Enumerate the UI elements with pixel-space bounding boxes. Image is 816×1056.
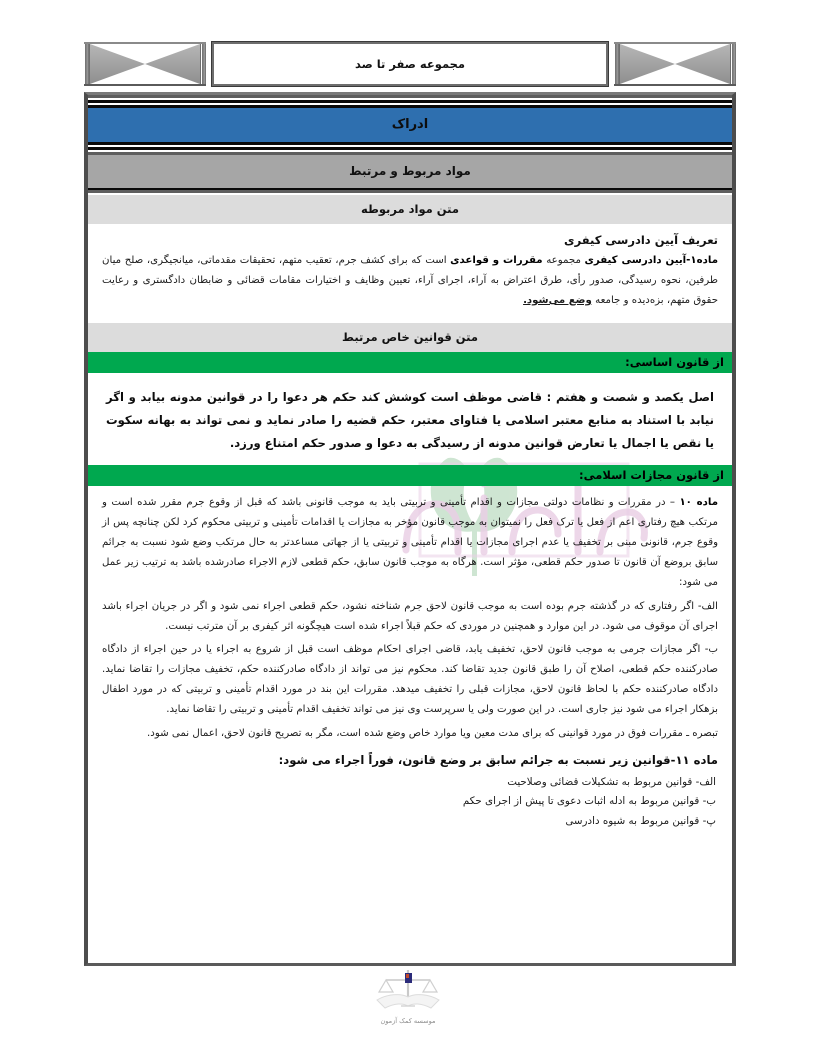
content-frame — [84, 92, 736, 966]
constitution-source-bar: از قانون اساسی: — [88, 352, 732, 373]
definition-body-bold2: مقررات و قواعدی — [450, 255, 543, 266]
article-11-item-alef: الف- قوانین مربوط به تشکیلات قضائی وصلاحیت — [507, 775, 716, 788]
ornament-edge — [201, 44, 206, 84]
clause-alef: الف- اگر رفتاری که در گذشته جرم بوده است به موجب قانون لاحق جرم شناخته نشود، حکم قطعی اجراء نمی شود و اگر در جریان اجراء باشد اجرای آن موقوف می شود. در این موارد و همچنین در موردی که حکم قبلاً اجراء شده است هیچگونه اثر کیفری بر آن مترتب نیست. — [102, 600, 718, 632]
definition-article-label: ماده۱- — [686, 255, 718, 266]
definition-body-underlined: وضع می‌شود. — [523, 294, 592, 306]
article-10-label: ماده ۱۰ — [679, 497, 718, 509]
article-11-item-pe: پ- قوانین مربوط به شیوه دادرسی — [565, 814, 716, 827]
banner-ornament-right — [614, 42, 736, 86]
penal-code-source-bar: از قانون مجازات اسلامی: — [88, 465, 732, 486]
banner-ornament-left — [84, 42, 206, 86]
definition-paragraph — [102, 251, 718, 311]
page-title: مجموعه صفر تا صد — [354, 57, 466, 71]
special-laws-bar: متن قوانین خاص مرتبط — [88, 323, 732, 352]
ornament-edge — [731, 44, 736, 84]
footer-label: موسسه کمک آزمون — [380, 1017, 436, 1025]
rule-stack-under-gray — [88, 188, 732, 195]
document-title-box — [212, 42, 608, 86]
article-11-item-be: ب- قوانین مربوط به ادله اثبات دعوی تا پیش از اجرای حکم — [462, 795, 716, 808]
bowtie-icon — [619, 44, 731, 84]
article-10-paragraph — [102, 493, 718, 592]
constitution-block — [88, 373, 732, 466]
rule-stack-under-blue — [88, 142, 732, 155]
definition-body-rest: است که برای کشف جرم، تعقیب متهم، تحقیقات مقدماتی، میانجیگری، صلح میان طرفین، نحوه رسیدگی، صدور رأی، طرق اعتراض به آراء، اجرای آراء، تعیین وظایف و اختیارات مقامات قضائی و ضابطان دادگستری و رعایت حقوق متهم، بزه‌دیده و جامعه — [102, 255, 718, 306]
related-articles-bar: مواد مربوط و مرتبط — [88, 155, 732, 188]
page-footer — [0, 966, 816, 1025]
articles-text-bar: متن مواد مربوطه — [88, 195, 732, 224]
rule-stack-top — [88, 95, 732, 108]
constitution-paragraph: اصل یکصد و شصت و هفتم : قاضی موظف است کوشش کند حکم هر دعوا را در قوانین مدونه بیابد و اگر نیابد با استناد به منابع معتبر اسلامی یا فتاوای معتبر، حکم قضیه را صادر نماید و نمی تواند به بهانه سکوت یا نقص یا اجمال یا تعارض قوانین مدونه از رسیدگی به دعوا و صدور حکم امتناع ورزد. — [106, 389, 714, 451]
definition-heading: تعریف آیین دادرسی کیفری — [564, 233, 718, 247]
topic-title-bar: ادراک — [88, 108, 732, 142]
clause-be: ب- اگر مجازات جرمی به موجب قانون لاحق، تخفیف یابد، قاضی اجرای احکام موظف است قبل از شروع به اجراء یا در حین اجراء از دادگاه صادرکننده حکم قطعی، اصلاح آن را طبق قانون جدید تقاضا کند. محکوم نیز می تواند از دادگاه صادرکننده حکم، تخفیف مجازات را تقاضا نماید. دادگاه صادرکننده حکم با لحاظ قانون لاحق، مجازات قبلی را تخفیف میدهد. مقررات این بند در مورد اقدام تأمینی و تربیتی که در مورد اطفال بزهکار اجراء می شود نیز جاری است. در این صورت ولی یا سرپرست وی نیز می تواند تخفیف اقدام تأمینی و تربیتی را تقاضا نماید. — [102, 644, 718, 716]
frame-content — [88, 95, 732, 839]
content-frame-inner — [88, 95, 732, 963]
page-banner — [84, 42, 736, 86]
penal-code-note: تبصره ـ مقررات فوق در مورد قوانینی که برای مدت معین ویا موارد خاص وضع شده است، مگر به تصریح قانون لاحق، اعمال نمی شود. — [147, 728, 718, 740]
article-11-heading: ماده ۱۱-قوانین زیر نسبت به جرائم سابق بر وضع قانون، فوراً اجراء می شود: — [278, 752, 718, 767]
bowtie-icon — [89, 44, 201, 84]
scales-of-justice-logo — [371, 966, 445, 1016]
article-10-text: – در مقررات و نظامات دولتی مجازات و اقدام تأمینی و تربیتی باید به موجب قانونی باشد که قبل از وقوع جرم مقرر شده است و مرتکب هیچ رفتاری اعم از فعل یا ترک فعل را نمیتوان به موجب قانون مؤخر به مجازات یا اقدامات تأمینی و تربیتی محکوم کرد لکن چنانچه پس از وقوع جرم، قانونی مبنی بر تخفیف یا عدم اجرای مجازات یا اقدام تأمینی و تربیتی یا از جهاتی مساعدتر به حال مرتکب وضع شود نسبت به جرائم سابق بروضع آن قانون تا صدور حکم قطعی، مؤثر است. هرگاه به موجب قانون سابق، حکم قطعی لازم الاجراء صادرشده باشد به ترتیب زیر عمل می شود: — [102, 497, 718, 588]
penal-code-block — [88, 486, 732, 839]
definition-body-lead: آیین دادرسی کیفری — [584, 255, 687, 266]
definition-body-mid: مجموعه — [546, 255, 581, 266]
definition-block — [88, 224, 732, 323]
